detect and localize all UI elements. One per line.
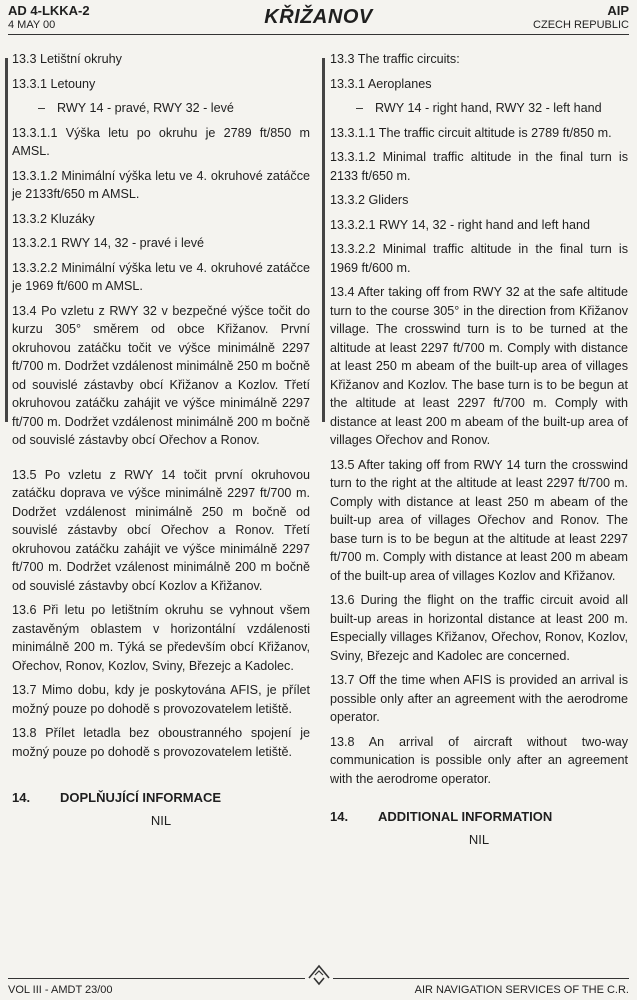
en-13-8: 13.8 An arrival of aircraft without two-way communication is possible only after an agreement with the aerodrome operator. — [330, 734, 628, 786]
cz-13-3-1: 13.3.1 Letouny — [12, 76, 96, 91]
cz-section-14-heading — [12, 789, 310, 808]
en-13-3-1-2: 13.3.1.2 Minimal traffic altitude in the final turn is 2133 ft/650 m. — [330, 150, 628, 183]
en-rwy-item: – RWY 14 - right hand, RWY 32 - left hand — [356, 101, 602, 115]
page-title: KŘIŽANOV — [264, 6, 373, 28]
doc-code: AD 4-LKKA-2 — [8, 3, 90, 18]
en-section-14-title: ADDITIONAL INFORMATION — [378, 809, 553, 824]
en-section-14-num: 14. — [330, 809, 349, 824]
change-bar-left — [5, 58, 8, 422]
aip-label: AIP — [607, 3, 629, 18]
czech-column — [12, 50, 310, 830]
en-section-14-heading — [330, 808, 628, 827]
cz-section-14-num: 14. — [12, 790, 31, 805]
cz-rwy-item: – RWY 14 - pravé, RWY 32 - levé — [38, 101, 234, 115]
en-13-6: 13.6 During the flight on the traffic circuit avoid all built-up areas in horizontal distance at least 200 m. Especially villages Křižanov, Ořechov, Ronov, Kozlov, Sviny, Březejc and Kadolec are concerned. — [330, 593, 628, 663]
en-13-3-2: 13.3.2 Gliders — [330, 193, 409, 207]
cz-rwy-text: RWY 14 - pravé, RWY 32 - levé — [57, 101, 234, 115]
en-13-3-1-1: 13.3.1.1 The traffic circuit altitude is 2789 ft/850 m. — [330, 125, 612, 140]
cz-13-3-2-1: 13.3.2.1 RWY 14, 32 - pravé i levé — [12, 236, 205, 250]
ans-cr-logo-icon — [305, 962, 333, 988]
cz-13-3-2: 13.3.2 Kluzáky — [12, 211, 95, 226]
en-rwy-text: RWY 14 - right hand, RWY 32 - left hand — [375, 101, 602, 115]
en-13-7: 13.7 Off the time when AFIS is provided an arrival is possible only after an agreement with the aerodrome operator. — [330, 673, 628, 724]
footer-right: AIR NAVIGATION SERVICES OF THE C.R. — [414, 984, 629, 996]
en-13-3-2-1: 13.3.2.1 RWY 14, 32 - right hand and left hand — [330, 217, 590, 232]
english-column — [330, 50, 628, 849]
footer-left: VOL III - AMDT 23/00 — [8, 984, 113, 996]
cz-13-6: 13.6 Při letu po letištním okruhu se vyhnout všem zastavěným oblastem v horizontální vzdálenosti minimálně 200 m. Týká se především obcí Křižanov, Ořechov, Ronov, Kozlov, Sviny, Březejc a Kadolec. — [12, 603, 310, 673]
change-bar-right — [322, 58, 325, 422]
en-nil: NIL — [468, 831, 490, 847]
cz-13-3-2-2: 13.3.2.2 Minimální výška letu ve 4. okruhové zatáčce je 1969 ft/600 m AMSL. — [12, 260, 310, 293]
cz-13-7: 13.7 Mimo dobu, kdy je poskytována AFIS, je přílet možný pouze po dohodě s provozovatelem letiště. — [12, 683, 310, 716]
cz-13-3-1-2: 13.3.1.2 Minimální výška letu ve 4. okruhové zatáčce je 2133ft/650 m AMSL. — [12, 168, 310, 201]
header-rule — [8, 34, 629, 35]
country-label: CZECH REPUBLIC — [533, 19, 629, 31]
cz-13-3-1-1: 13.3.1.1 Výška letu po okruhu je 2789 ft/850 m AMSL. — [12, 125, 310, 158]
cz-nil: NIL — [150, 812, 172, 828]
en-13-5: 13.5 After taking off from RWY 14 turn the crosswind turn to the right at the altitude at least 2297 ft/700 m. Comply with distance at least 250 m abeam of the built-up area of villages Ořechov and Ronov. The base turn is to be begun at the altitude at least 2297 ft/700 m. Comply with distance at least 200 m abeam of the built-up area of villages Kozlov and Křižanov. — [330, 457, 628, 583]
cz-13-5: 13.5 Po vzletu z RWY 14 točit první okruhovou zatáčku doprava ve výšce minimálně 2297 ft/700 m. Dodržet vzdálenost minimálně 250 m bočně od souvislé zástavby obcí Ořechov a Ronov. Třetí okruhovou zatáčku zahájit ve výšce minimálně 2297 ft/700 m. Dodržet vzálenost minimálně 200 m bočně od souvislé zástavby obcí Kozlov a Křižanov. — [12, 467, 310, 593]
en-13-3: 13.3 The traffic circuits: — [330, 52, 460, 66]
en-13-4: 13.4 After taking off from RWY 32 at the safe altitude turn to the course 305° in the direction from Křižanov village. The crosswind turn is to be turned at the altitude at least 2297 ft/700 m. Comply with distance at least 250 m abeam of the built-up area of villages Křižanov and Kozlov. The base turn is to be begun at the altitude at least 2297 ft/700 m. Comply with distance at least 200 m abeam of the built-up area of villages Ořechov and Ronov. — [330, 285, 628, 447]
en-13-3-1: 13.3.1 Aeroplanes — [330, 76, 432, 91]
cz-13-4: 13.4 Po vzletu z RWY 32 v bezpečné výšce točit do kurzu 305° směrem od obce Křižanov. První okruhovou zatáčku točit ve výšce minimálně 2297 ft/700 m. Dodržet vzdálenost minimálně 250 m bočně od souvislé zástavby obcí Křižanov a Kozlov. Třetí okruhovou zatáčku zahájit ve výšce minimálně 2297 ft/700 m. Dodržet vzdálenost minimálně 200 m bočně od souvislé zástavby obcí Ořechov a Ronov. — [12, 303, 310, 447]
cz-13-3: 13.3 Letištní okruhy — [12, 52, 122, 66]
doc-date: 4 MAY 00 — [8, 19, 56, 31]
header-right — [533, 4, 629, 32]
cz-section-14-title: DOPLŇUJÍCÍ INFORMACE — [60, 790, 222, 805]
cz-13-8: 13.8 Přílet letadla bez oboustranného spojení je možný pouze po dohodě s provozovatelem letiště. — [12, 726, 310, 759]
en-13-3-2-2: 13.3.2.2 Minimal traffic altitude in the final turn is 1969 ft/600 m. — [330, 242, 628, 275]
